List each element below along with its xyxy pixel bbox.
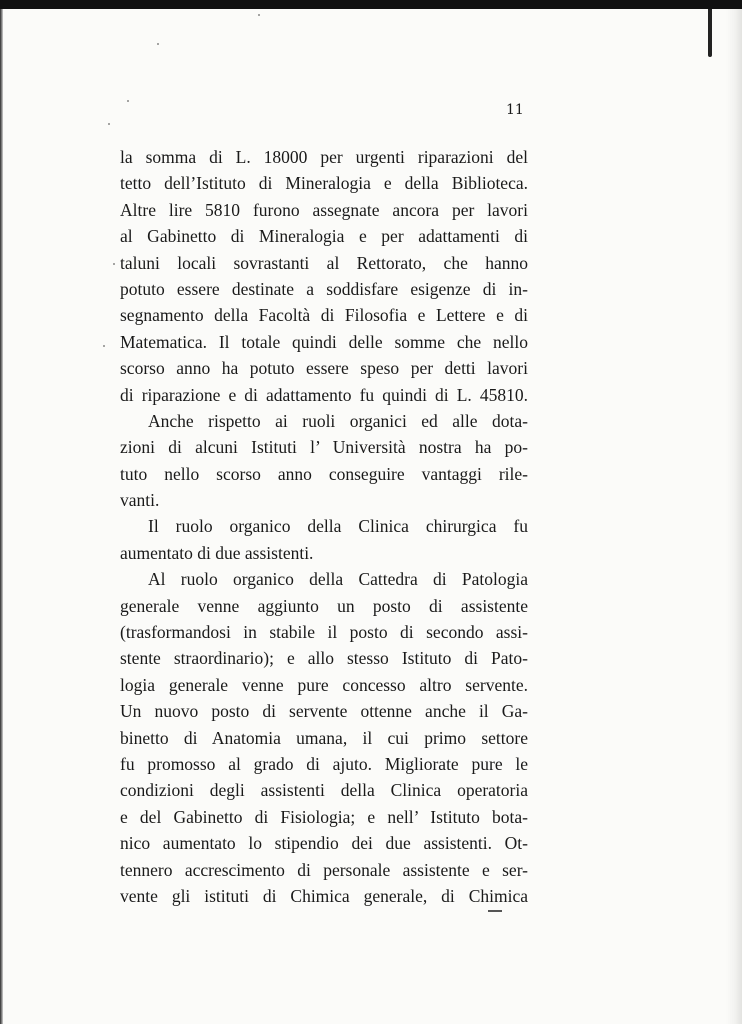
text-line: e del Gabinetto di Fisiologia; e nell’ Istituto bota- <box>120 806 528 827</box>
text-line: binetto di Anatomia umana, il cui primo settore <box>120 727 528 748</box>
scan-top-border <box>0 0 742 9</box>
text-line: al Gabinetto di Mineralogia e per adattamenti di <box>120 226 528 247</box>
text-line: di riparazione e di adattamento fu quindi di L. 45810. <box>120 384 528 405</box>
scan-left-border <box>0 9 3 1024</box>
text-line: Matematica. Il totale quindi delle somme che nello <box>120 331 528 352</box>
text-line: tetto dell’Istituto di Mineralogia e della Biblioteca. <box>120 173 528 194</box>
text-line: Il ruolo organico della Clinica chirurgica fu <box>148 516 528 537</box>
text-line: potuto essere destinate a soddisfare esigenze di in- <box>120 278 528 299</box>
scan-right-border <box>726 9 742 1024</box>
text-line: taluni locali sovrastanti al Rettorato, che hanno <box>120 252 528 273</box>
dust-speck <box>108 123 110 125</box>
body-text <box>120 144 528 909</box>
text-line: Anche rispetto ai ruoli organici ed alle dota- <box>148 410 528 431</box>
text-line: generale venne aggiunto un posto di assistente <box>120 595 528 616</box>
text-line: tennero accrescimento di personale assistente e ser- <box>120 859 528 880</box>
text-line: (trasformandosi in stabile il posto di secondo assi- <box>120 622 528 643</box>
text-line: vanti. <box>120 490 160 511</box>
text-line: la somma di L. 18000 per urgenti riparazioni del <box>120 147 528 167</box>
text-line: tuto nello scorso anno conseguire vantaggi rile- <box>120 463 528 484</box>
page-number: 11 <box>506 102 524 118</box>
dust-speck <box>113 263 115 265</box>
text-line: aumentato di due assistenti. <box>120 542 314 563</box>
page-corner-mark <box>708 9 712 57</box>
text-line: nico aumentato lo stipendio dei due assistenti. Ot- <box>120 833 528 854</box>
text-line: Al ruolo organico della Cattedra di Patologia <box>148 569 528 590</box>
dust-speck <box>127 100 129 102</box>
dust-speck <box>157 43 159 45</box>
text-line: fu promosso al grado di ajuto. Migliorate pure le <box>120 753 528 774</box>
text-line: Altre lire 5810 furono assegnate ancora per lavori <box>120 199 528 220</box>
dust-speck <box>258 14 260 16</box>
ink-mark <box>488 910 502 912</box>
text-line: condizioni degli assistenti della Clinica operatoria <box>120 780 528 801</box>
text-line: logia generale venne pure concesso altro servente. <box>120 674 528 695</box>
dust-speck <box>103 345 105 347</box>
text-line: Un nuovo posto di servente ottenne anche il Ga- <box>120 701 528 722</box>
text-line: zioni di alcuni Istituti l’ Università nostra ha po- <box>120 437 528 458</box>
text-line: segnamento della Facoltà di Filosofia e Lettere e di <box>120 305 528 326</box>
text-line: scorso anno ha potuto essere speso per detti lavori <box>120 358 528 379</box>
text-line: stente straordinario); e allo stesso Istituto di Pato- <box>120 648 528 669</box>
text-line: vente gli istituti di Chimica generale, di Chimica <box>120 885 528 906</box>
